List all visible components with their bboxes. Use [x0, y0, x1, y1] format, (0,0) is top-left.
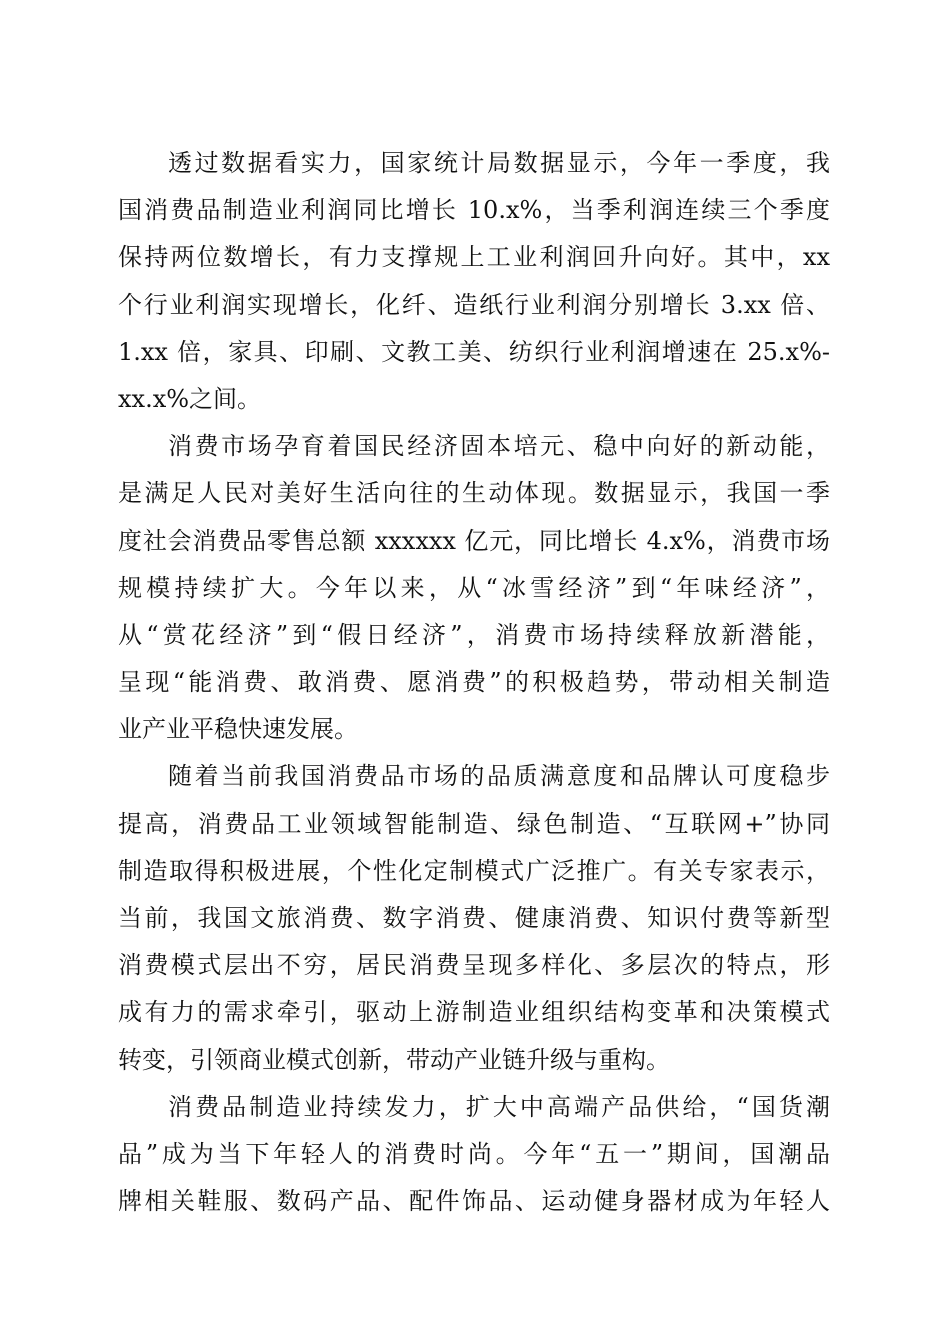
text-line: 消费市场孕育着国民经济固本培元、稳中向好的新动能，	[168, 432, 830, 461]
paragraph-4	[118, 1084, 830, 1226]
text-line: 牌相关鞋服、数码产品、配件饰品、运动健身器材成为年轻人	[118, 1187, 830, 1216]
text-line: 成有力的需求牵引，驱动上游制造业组织结构变革和决策模式	[118, 998, 830, 1027]
text-line: 品”成为当下年轻人的消费时尚。今年“五一”期间，国潮品	[118, 1139, 830, 1168]
text-line: 当前，我国文旅消费、数字消费、健康消费、知识付费等新型	[118, 904, 830, 932]
text-line: xx.x%之间。	[118, 384, 262, 413]
text-line: 保持两位数增长，有力支撑规上工业利润回升向好。其中，xx	[118, 243, 830, 272]
text-line: 个行业利润实现增长，化纤、造纸行业利润分别增长 3.xx 倍、	[118, 290, 830, 319]
text-line: 透过数据看实力，国家统计局数据显示，今年一季度，我	[168, 149, 830, 177]
text-line: 随着当前我国消费品市场的品质满意度和品牌认可度稳步	[168, 762, 830, 791]
paragraph-1	[118, 140, 830, 423]
paragraph-2	[118, 423, 830, 753]
text-line: 度社会消费品零售总额 xxxxxx 亿元，同比增长 4.x%，消费市场	[118, 526, 830, 555]
text-line: 是满足人民对美好生活向往的生动体现。数据显示，我国一季	[118, 479, 830, 508]
text-line: 规模持续扩大。今年以来，从“冰雪经济”到“年味经济”，	[118, 573, 830, 602]
text-line: 1.xx 倍，家具、印刷、文教工美、纺织行业利润增速在 25.x%-	[118, 337, 830, 366]
text-line: 国消费品制造业利润同比增长 10.x%，当季利润连续三个季度	[118, 196, 830, 225]
document-body	[118, 140, 830, 1225]
text-line: 业产业平稳快速发展。	[118, 715, 358, 744]
text-line: 消费品制造业持续发力，扩大中高端产品供给，“国货潮	[168, 1092, 830, 1121]
text-line: 提高，消费品工业领域智能制造、绿色制造、“互联网+”协同	[118, 809, 830, 838]
paragraph-3	[118, 753, 830, 1083]
text-line: 呈现“能消费、敢消费、愿消费”的积极趋势，带动相关制造	[118, 668, 830, 697]
text-line: 转变，引领商业模式创新，带动产业链升级与重构。	[118, 1045, 670, 1074]
text-line: 消费模式层出不穷，居民消费呈现多样化、多层次的特点，形	[118, 951, 830, 980]
text-line: 制造取得积极进展，个性化定制模式广泛推广。有关专家表示，	[118, 856, 830, 885]
text-line: 从“赏花经济”到“假日经济”，消费市场持续释放新潜能，	[118, 620, 830, 649]
